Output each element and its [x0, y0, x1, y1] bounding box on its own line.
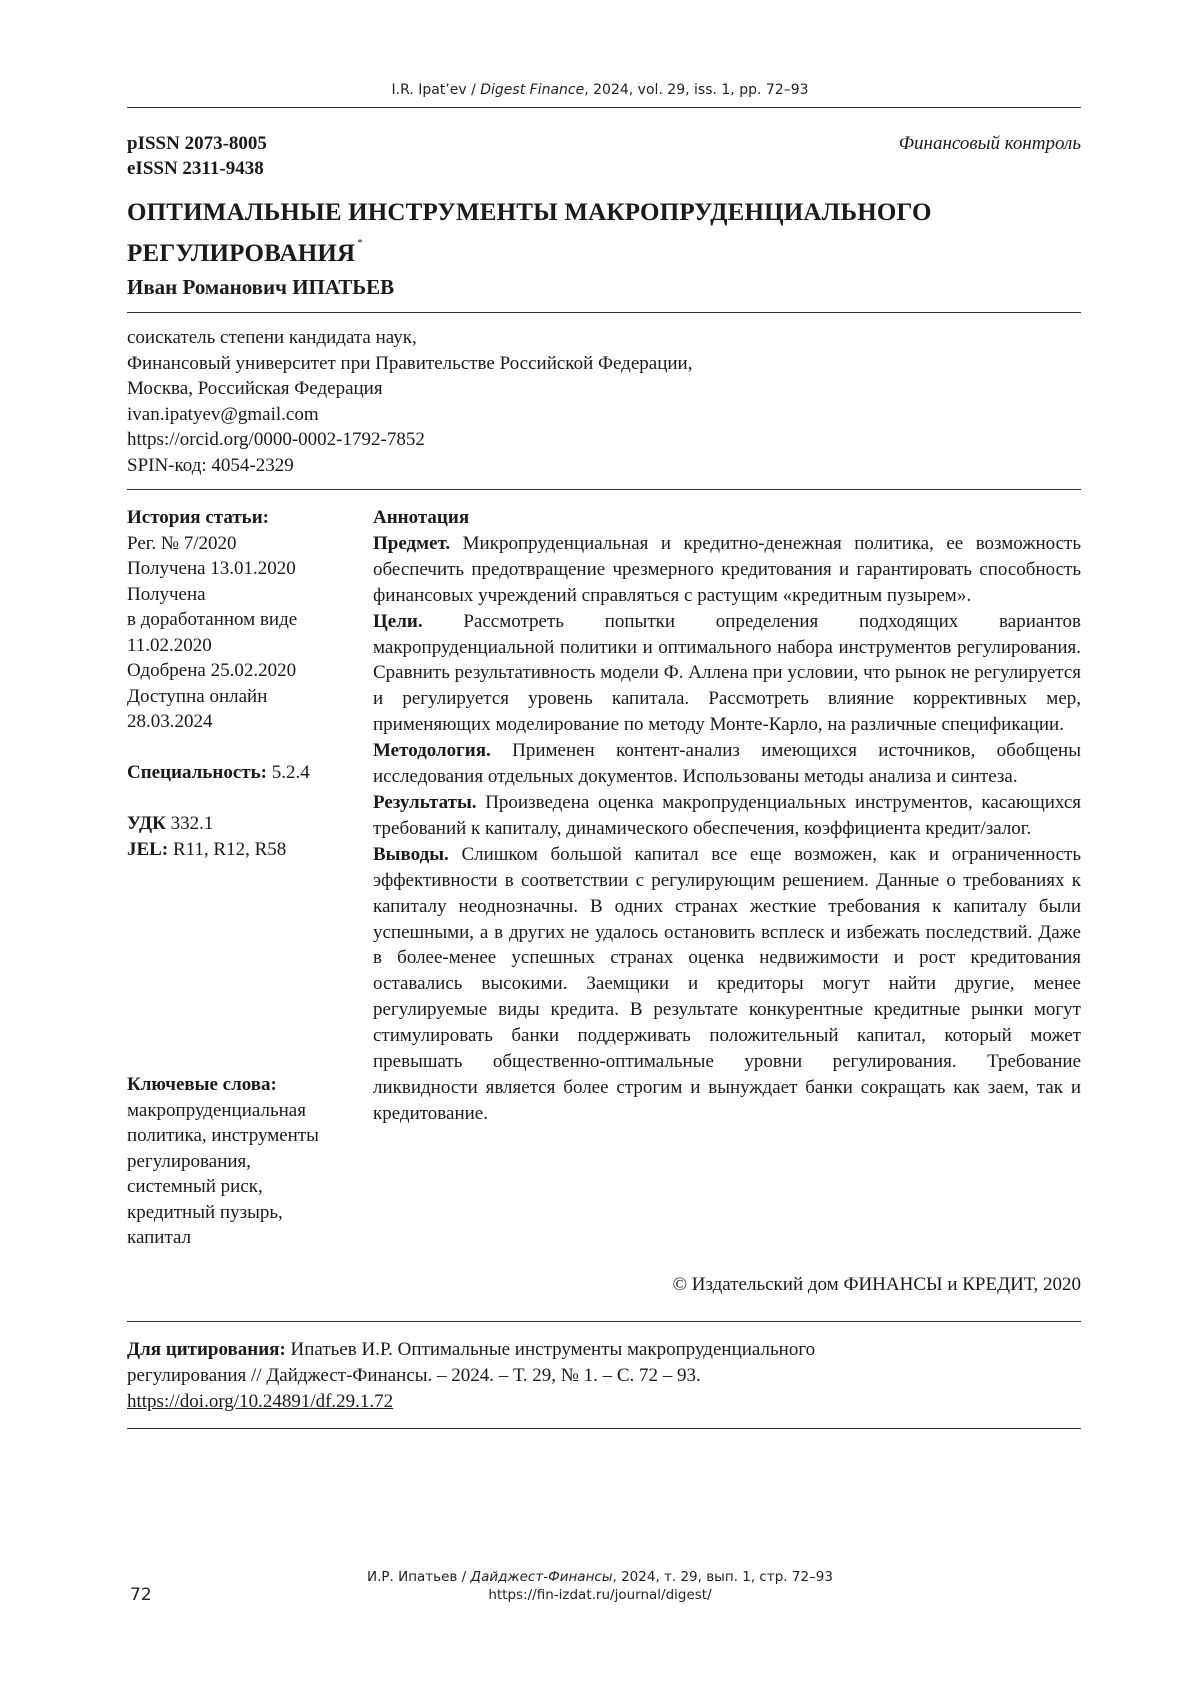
keyword-line: регулирования, — [127, 1150, 252, 1172]
history-reg: Рег. № 7/2020 — [127, 532, 237, 554]
footer-journal: Дайджест-Финансы — [470, 1569, 613, 1585]
udc-label: УДК — [127, 813, 166, 834]
author-name: Иван Романович — [127, 275, 287, 299]
running-footer — [0, 1568, 1200, 1604]
author — [127, 275, 394, 300]
article-title — [127, 197, 1081, 269]
title-line-2: РЕГУЛИРОВАНИЯ — [127, 240, 356, 267]
abstract-conclusions — [373, 842, 1081, 1127]
keyword-line: кредитный пузырь, — [127, 1201, 283, 1223]
citation-text-2: регулирования // Дайджест-Финансы. – 2024. – Т. 29, № 1. – С. 72 – 93. — [127, 1365, 701, 1386]
header-details: , 2024, vol. 29, iss. 1, pp. 72–93 — [584, 82, 809, 98]
conclusions-text: Слишком большой капитал все еще возможен, как и ограниченность эффективности в соответствии с регулирующим решением. Данные о требованиях к капиталу неоднозначны. В одних странах жесткие требования к капиталу были успешными, а в других не удалось остановить всплеск и избежать последствий. Даже в более-менее успешных странах оценка недвижимости и рост кредитования оставались высокими. Заемщики и кредиторы могут найти другие, менее регулируемые виды кредита. В результате конкурентные кредитные рынки могут стимулировать банки поддерживать положительный капитал, который может превышать общественно-оптимальные уровни регулирования. Требование ликвидности является более строгим и вынуждает банки сокращать как заем, так и кредитование. — [373, 843, 1081, 1124]
section-name: Финансовый контроль — [898, 133, 1081, 154]
spin-code: SPIN-код: 4054-2329 — [127, 454, 294, 476]
history-revised-2: в доработанном виде — [127, 609, 298, 630]
copyright: © Издательский дом ФИНАНСЫ и КРЕДИТ, 2020 — [672, 1274, 1081, 1295]
jel-label: JEL: — [127, 838, 169, 860]
history-revised-1: Получена — [127, 583, 206, 605]
results-text: Произведена оценка макропруденциальных инструментов, касающихся требований к капиталу, динамического обеспечения, коэффициента кредит/залог. — [373, 791, 1081, 839]
doi-link[interactable]: https://doi.org/10.24891/df.29.1.72 — [127, 1391, 394, 1412]
keywords-heading: Ключевые слова: — [127, 1074, 277, 1095]
results-label: Результаты. — [373, 791, 477, 813]
methodology-label: Методология. — [373, 740, 491, 762]
abstract-goals — [373, 609, 1081, 739]
abstract-subject — [373, 531, 1081, 609]
abstract — [373, 505, 1081, 1127]
affiliation-rule — [127, 489, 1081, 490]
issn-block — [127, 131, 267, 181]
author-surname: ИПАТЬЕВ — [292, 275, 395, 299]
classification — [127, 811, 357, 862]
copyright-rule — [127, 1321, 1081, 1322]
affiliation — [127, 325, 692, 478]
footer-details: , 2024, т. 29, вып. 1, стр. 72–93 — [612, 1569, 833, 1585]
title-line-1: ОПТИМАЛЬНЫЕ ИНСТРУМЕНТЫ МАКРОПРУДЕНЦИАЛЬНОГО — [127, 199, 932, 226]
citation-text-1: Ипатьев И.Р. Оптимальные инструменты макропруденциального — [285, 1339, 816, 1360]
citation — [127, 1337, 1081, 1415]
subject-text: Микропруденциальная и кредитно-денежная политика, ее возможность обеспечить предотвращение чрезмерного кредитования и гарантировать способность финансовых учреждений справляться с растущим «кредитным пузырем». — [373, 532, 1081, 606]
specialty — [127, 760, 357, 786]
keywords — [127, 1072, 357, 1251]
goals-text: Рассмотреть попытки определения подходящих вариантов макропруденциальной политики и оптимального набора инструментов регулирования. Сравнить результативность модели Ф. Аллена при условии, что рынок не регулируется и регулируется уровень капитала. Рассмотреть влияние коррективных мер, применяющих моделирование по методу Монте-Карло, на различные спецификации. — [373, 610, 1081, 736]
running-header — [0, 82, 1200, 98]
citation-label: Для цитирования: — [127, 1339, 286, 1360]
orcid-link[interactable]: https://orcid.org/0000-0002-1792-7852 — [127, 429, 425, 450]
header-rule — [127, 107, 1081, 108]
keyword-line: системный риск, — [127, 1176, 263, 1197]
footer-url[interactable]: https://fin-izdat.ru/journal/digest/ — [488, 1587, 712, 1603]
header-author: I.R. Ipat’ev / — [391, 82, 476, 98]
email-link[interactable]: ivan.ipatyev@gmail.com — [127, 403, 319, 425]
methodology-text: Применен контент-анализ имеющихся источников, обобщены исследования отдельных документов. Использованы методы анализа и синтеза. — [373, 740, 1081, 788]
goals-label: Цели. — [373, 610, 423, 632]
author-status: соискатель степени кандидата наук, — [127, 327, 417, 348]
pissn: pISSN 2073-8005 — [127, 133, 267, 154]
history-online-1: Доступна онлайн — [127, 685, 268, 707]
history-approved: Одобрена 25.02.2020 — [127, 660, 297, 681]
history-revised-3: 11.02.2020 — [127, 634, 212, 656]
city: Москва, Российская Федерация — [127, 378, 383, 399]
university: Финансовый университет при Правительстве Российской Федерации, — [127, 352, 693, 374]
eissn: eISSN 2311-9438 — [127, 158, 264, 179]
conclusions-label: Выводы. — [373, 843, 449, 865]
abstract-results — [373, 790, 1081, 842]
history-online-2: 28.03.2024 — [127, 711, 213, 732]
keyword-line: политика, инструменты — [127, 1125, 319, 1146]
jel-value: R11, R12, R58 — [168, 838, 287, 860]
specialty-label: Специальность: — [127, 762, 267, 783]
footer-author: И.Р. Ипатьев / — [367, 1569, 467, 1585]
header-journal: Digest Finance — [480, 82, 585, 98]
abstract-methodology — [373, 738, 1081, 790]
page-number: 72 — [130, 1585, 152, 1605]
history-received: Получена 13.01.2020 — [127, 558, 296, 579]
title-footnote-mark: * — [357, 237, 363, 249]
citation-rule — [127, 1428, 1081, 1429]
subject-label: Предмет. — [373, 532, 451, 554]
keyword-line: капитал — [127, 1227, 192, 1248]
specialty-value: 5.2.4 — [266, 762, 310, 783]
author-rule — [127, 312, 1081, 313]
abstract-heading: Аннотация — [373, 507, 470, 528]
keyword-line: макропруденциальная — [127, 1099, 306, 1121]
history-heading: История статьи: — [127, 507, 269, 528]
article-history — [127, 505, 357, 735]
udc-value: 332.1 — [165, 813, 214, 834]
